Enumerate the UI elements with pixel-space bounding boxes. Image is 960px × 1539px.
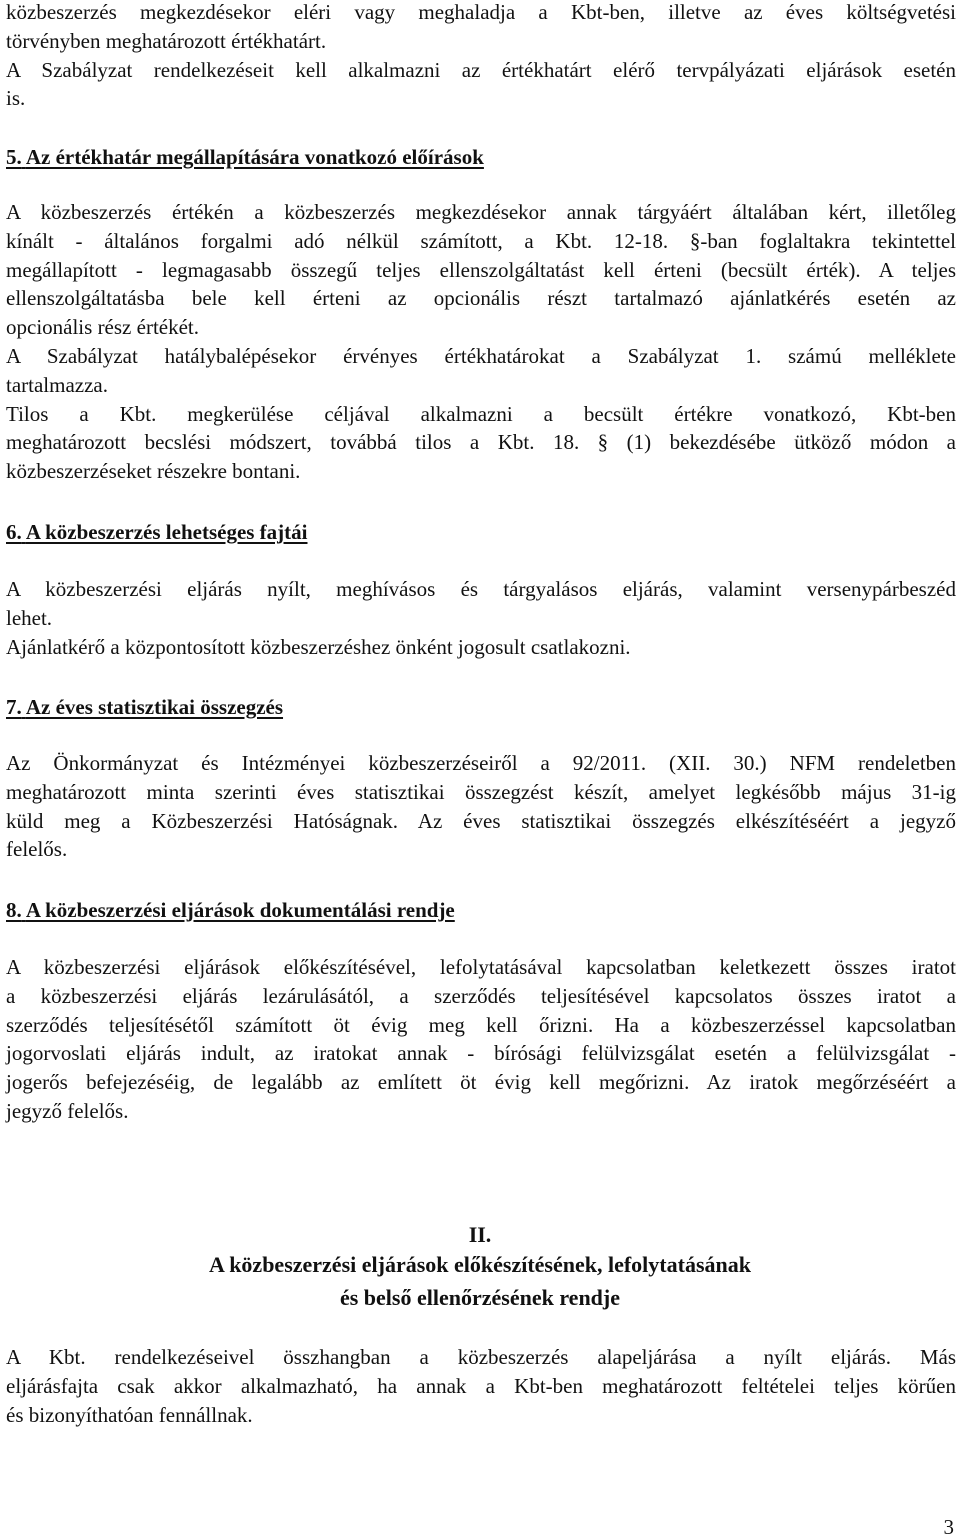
text-line: felelős. xyxy=(6,837,68,862)
section-number: 8. xyxy=(6,898,22,922)
intro-paragraph xyxy=(6,0,956,113)
text-line: A közbeszerzés értékén a közbeszerzés megkezdésekor annak tárgyáért általában kért, illetőleg xyxy=(6,200,956,224)
text-line: közbeszerzés megkezdésekor eléri vagy meghaladja a Kbt-ben, illetve az éves költségvetési xyxy=(6,0,956,24)
text-line: A Szabályzat hatálybalépésekor érvényes értékhatárokat a Szabályzat 1. számú melléklete xyxy=(6,343,956,368)
text-line: A közbeszerzési eljárás nyílt, meghívásos és tárgyalásos eljárás, valamint versenypárbeszéd xyxy=(6,577,956,601)
section-title: Az éves statisztikai összegzés xyxy=(25,695,284,719)
chapter-title-line1: A közbeszerzési eljárások előkészítésének, lefolytatásának xyxy=(209,1252,751,1277)
section-number: 5. xyxy=(6,145,22,169)
section-7-heading xyxy=(6,693,283,721)
text-line: küld meg a Közbeszerzési Hatóságnak. Az éves statisztikai összegzés elkészítéséért a jegyző xyxy=(6,808,956,833)
text-line: A Szabályzat rendelkezéseit kell alkalmazni az értékhatárt elérő tervpályázati eljárások esetén xyxy=(6,57,956,82)
chapter-number: II. xyxy=(468,1222,492,1247)
text-line: meghatározott minta szerinti éves statisztikai összegzést készít, amelyet legkésőbb május 31-ig xyxy=(6,779,956,804)
text-line: meghatározott becslési módszert, továbbá tilos a Kbt. 18. § (1) bekezdésébe ütköző módon a xyxy=(6,430,956,455)
chapter-title-line2: és belső ellenőrzésének rendje xyxy=(339,1285,621,1310)
text-line: és bizonyíthatóan fennállnak. xyxy=(6,1402,253,1427)
text-line: lehet. xyxy=(6,605,53,630)
section-6-body xyxy=(6,575,956,661)
text-line: törvényben meghatározott értékhatárt. xyxy=(6,28,327,53)
section-number: 6. xyxy=(6,520,22,544)
text-line: szerződés teljesítésétől számított öt évig meg kell őrizni. Ha a közbeszerzéssel kapcsolatban xyxy=(6,1012,956,1037)
section-title: A közbeszerzési eljárások dokumentálási rendje xyxy=(25,898,455,922)
text-line: jogorvoslati eljárás indult, az iratokat annak - bírósági felülvizsgálat esetén a felülvizsgálat - xyxy=(6,1041,956,1066)
section-7-body xyxy=(6,749,956,864)
section-6-heading xyxy=(6,518,308,546)
text-line: megállapított - legmagasabb összegű teljes ellenszolgáltatást kell érteni (becsült érték). A teljes xyxy=(6,257,956,282)
text-line: jogerős befejezéséig, de legalább az említett öt évig kell megőrizni. Az iratok megőrzéséért a xyxy=(6,1070,956,1095)
section-5-heading xyxy=(6,143,484,171)
text-line: Ajánlatkérő a központosított közbeszerzéshez önként jogosult csatlakozni. xyxy=(6,634,631,659)
text-line: jegyző felelős. xyxy=(6,1098,129,1123)
text-line: kínált - általános forgalmi adó nélkül számított, a Kbt. 12-18. §-ban foglaltakra tekintettel xyxy=(6,228,956,253)
page-number: 3 xyxy=(943,1515,954,1539)
text-line: ellenszolgáltatásba bele kell érteni az opcionális részt tartalmazó ajánlatkérés esetén az xyxy=(6,286,956,311)
text-line: a közbeszerzési eljárás lezárulásától, a szerződés teljesítésével kapcsolatos összes iratot a xyxy=(6,983,956,1008)
text-line: Tilos a Kbt. megkerülése céljával alkalmazni a becsült értékre vonatkozó, Kbt-ben xyxy=(6,401,956,426)
section-title: A közbeszerzés lehetséges fajtái xyxy=(25,520,308,544)
chapter-body xyxy=(6,1343,956,1429)
section-5-body xyxy=(6,198,956,486)
section-8-heading xyxy=(6,896,455,924)
section-title: Az értékhatár megállapítására vonatkozó előírások xyxy=(25,145,484,169)
text-line: Az Önkormányzat és Intézményei közbeszerzéseiről a 92/2011. (XII. 30.) NFM rendeletben xyxy=(6,751,956,775)
text-line: A Kbt. rendelkezéseivel összhangban a közbeszerzés alapeljárása a nyílt eljárás. Más xyxy=(6,1345,956,1369)
section-number: 7. xyxy=(6,695,22,719)
text-line: A közbeszerzési eljárások előkészítésével, lefolytatásával kapcsolatban keletkezett összes iratot xyxy=(6,955,956,979)
text-line: opcionális rész értékét. xyxy=(6,315,199,340)
section-8-body xyxy=(6,953,956,1126)
text-line: közbeszerzéseket részekre bontani. xyxy=(6,459,301,484)
text-line: is. xyxy=(6,86,26,111)
text-line: eljárásfajta csak akkor alkalmazható, ha annak a Kbt-ben meghatározott feltételei teljes körűen xyxy=(6,1373,956,1398)
text-line: tartalmazza. xyxy=(6,372,109,397)
